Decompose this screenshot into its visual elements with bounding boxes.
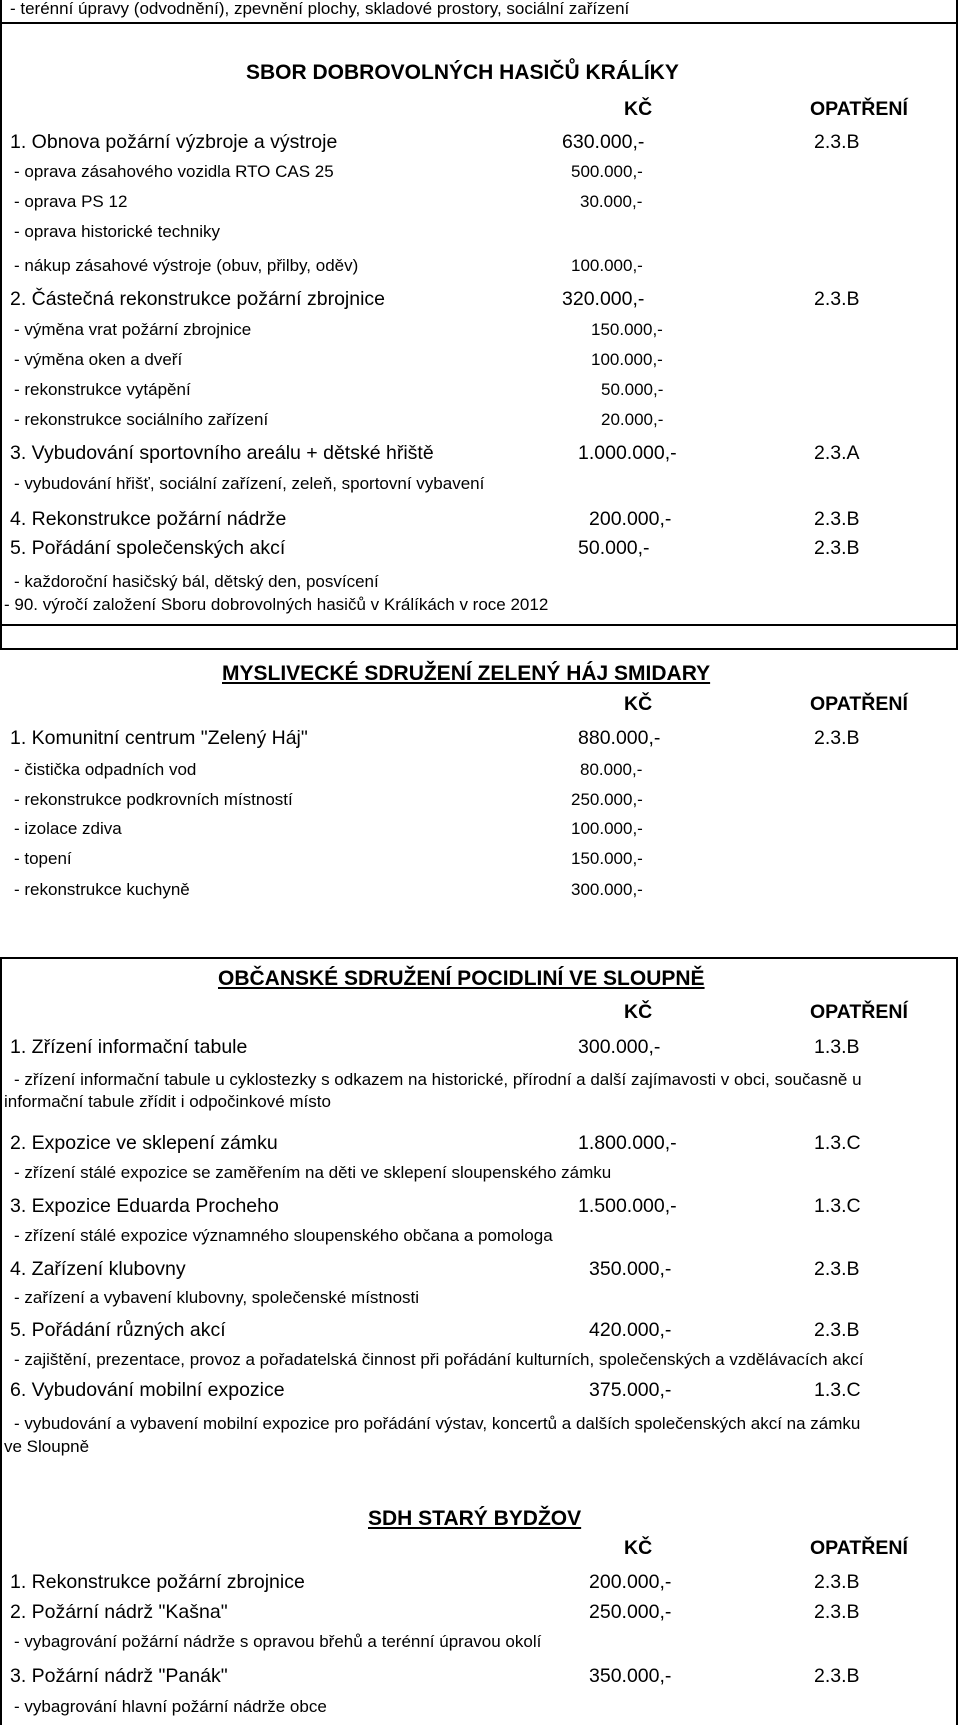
s3-item-2-kc: 1.800.000,- — [578, 1132, 677, 1154]
section-1-title: SBOR DOBROVOLNÝCH HASIČŮ KRÁLÍKY — [246, 61, 679, 84]
section-4-title: SDH STARÝ BYDŽOV — [368, 1507, 582, 1530]
s1-item-5-kc: 50.000,- — [578, 537, 650, 559]
s3-item-2-name: 2. Expozice ve sklepení zámku — [10, 1132, 278, 1154]
s4-item-2-kc: 250.000,- — [589, 1601, 672, 1623]
s1-item-1-sub-2: - oprava PS 12 — [14, 192, 128, 211]
s2-sub-2: - rekonstrukce podkrovních místností — [14, 790, 293, 809]
s3-item-1-name: 1. Zřízení informační tabule — [10, 1036, 248, 1058]
s2-sub-2-value: 250.000,- — [571, 790, 643, 809]
s2-sub-4-value: 150.000,- — [571, 849, 643, 868]
s3-item-1-sub-1: - zřízení informační tabule u cyklostezky s odkazem na historické, přírodní a další zajímavosti v obci, současně u — [14, 1070, 862, 1089]
s2-col-kc-header: KČ — [624, 693, 653, 715]
s2-col-opatreni-header: OPATŘENÍ — [810, 693, 908, 715]
s2-item-1-name: 1. Komunitní centrum "Zelený Háj" — [10, 727, 308, 749]
s3-item-4-op: 2.3.B — [814, 1258, 860, 1280]
s1-item-1-sub-3: - oprava historické techniky — [14, 222, 220, 241]
s2-sub-1-value: 80.000,- — [580, 760, 643, 779]
s3-item-1-op: 1.3.B — [814, 1036, 860, 1058]
s3-item-5-sub: - zajištění, prezentace, provoz a pořadatelská činnost při pořádání kulturních, společenských a vzdělávacích akcí — [14, 1350, 864, 1369]
s3-item-5-kc: 420.000,- — [589, 1319, 672, 1341]
s1-item-2-name: 2. Částečná rekonstrukce požární zbrojnice — [10, 288, 386, 310]
s2-item-1-kc: 880.000,- — [578, 727, 661, 749]
s1-item-2-sub-4: - rekonstrukce sociálního zařízení — [14, 410, 269, 429]
s3-item-4-kc: 350.000,- — [589, 1258, 672, 1280]
s1-item-5-sub-2: - 90. výročí založení Sboru dobrovolných hasičů v Králíkách v roce 2012 — [4, 595, 549, 614]
s4-item-3-name: 3. Požární nádrž "Panák" — [10, 1665, 228, 1687]
s2-item-1-op: 2.3.B — [814, 727, 860, 749]
s4-item-2-op: 2.3.B — [814, 1601, 860, 1623]
s1-item-2-sub-2-value: 100.000,- — [591, 350, 663, 369]
s1-item-4-op: 2.3.B — [814, 508, 860, 530]
s1-item-1-kc: 630.000,- — [562, 131, 645, 153]
s1-item-1-name: 1. Obnova požární výzbroje a výstroje — [10, 131, 338, 153]
s4-item-2-name: 2. Požární nádrž "Kašna" — [10, 1601, 228, 1623]
s1-item-2-op: 2.3.B — [814, 288, 860, 310]
s2-sub-3: - izolace zdiva — [14, 819, 122, 838]
s3-item-3-name: 3. Expozice Eduarda Procheho — [10, 1195, 279, 1217]
s3-item-3-kc: 1.500.000,- — [578, 1195, 677, 1217]
top-line: - terénní úpravy (odvodnění), zpevnění plochy, skladové prostory, sociální zařízení — [10, 0, 630, 18]
s1-item-4-name: 4. Rekonstrukce požární nádrže — [10, 508, 287, 530]
s4-item-3-op: 2.3.B — [814, 1665, 860, 1687]
s1-item-1-op: 2.3.B — [814, 131, 860, 153]
s1-item-1-sub-4-value: 100.000,- — [571, 256, 643, 275]
section-3-title: OBČANSKÉ SDRUŽENÍ POCIDLINÍ VE SLOUPNĚ — [218, 967, 705, 990]
s3-item-5-name: 5. Pořádání různých akcí — [10, 1319, 226, 1341]
s2-sub-5-value: 300.000,- — [571, 880, 643, 899]
s1-item-2-sub-1: - výměna vrat požární zbrojnice — [14, 320, 252, 339]
s4-item-1-name: 1. Rekonstrukce požární zbrojnice — [10, 1571, 305, 1593]
s3-item-6-op: 1.3.C — [814, 1379, 861, 1401]
s2-sub-3-value: 100.000,- — [571, 819, 643, 838]
s1-item-2-sub-2: - výměna oken a dveří — [14, 350, 183, 369]
s1-item-1-sub-4: - nákup zásahové výstroje (obuv, přilby, oděv) — [14, 256, 359, 275]
s3-item-4-name: 4. Zařízení klubovny — [10, 1258, 186, 1280]
s1-item-1-sub-1-value: 500.000,- — [571, 162, 643, 181]
s1-item-2-sub-1-value: 150.000,- — [591, 320, 663, 339]
s1-item-1-sub-2-value: 30.000,- — [580, 192, 643, 211]
s3-col-kc-header: KČ — [624, 1001, 653, 1023]
s4-item-3-kc: 350.000,- — [589, 1665, 672, 1687]
s1-item-5-name: 5. Pořádání společenských akcí — [10, 537, 286, 559]
s1-item-2-kc: 320.000,- — [562, 288, 645, 310]
s3-item-6-sub-1: - vybudování a vybavení mobilní expozice pro pořádání výstav, koncertů a dalších společenských akcí na zámku — [14, 1414, 861, 1433]
s2-sub-5: - rekonstrukce kuchyně — [14, 880, 190, 899]
s3-item-2-sub: - zřízení stálé expozice se zaměřením na děti ve sklepení sloupenského zámku — [14, 1163, 612, 1182]
s3-item-3-op: 1.3.C — [814, 1195, 861, 1217]
s1-item-2-sub-3-value: 50.000,- — [601, 380, 664, 399]
section-2-title: MYSLIVECKÉ SDRUŽENÍ ZELENÝ HÁJ SMIDARY — [222, 662, 711, 685]
s1-item-5-sub-1: - každoroční hasičský bál, dětský den, posvícení — [14, 572, 379, 591]
s4-col-opatreni-header: OPATŘENÍ — [810, 1537, 908, 1559]
s1-item-3-name: 3. Vybudování sportovního areálu + dětské hřiště — [10, 442, 434, 464]
s3-col-opatreni-header: OPATŘENÍ — [810, 1001, 908, 1023]
s3-item-2-op: 1.3.C — [814, 1132, 861, 1154]
s4-item-1-op: 2.3.B — [814, 1571, 860, 1593]
s1-item-1-sub-1: - oprava zásahového vozidla RTO CAS 25 — [14, 162, 334, 181]
s4-item-3-sub: - vybagrování hlavní požární nádrže obce — [14, 1697, 327, 1716]
s1-item-3-op: 2.3.A — [814, 442, 860, 464]
col-opatreni-header: OPATŘENÍ — [810, 98, 908, 120]
s3-item-6-name: 6. Vybudování mobilní expozice — [10, 1379, 285, 1401]
s1-item-2-sub-3: - rekonstrukce vytápění — [14, 380, 191, 399]
s4-item-2-sub: - vybagrování požární nádrže s opravou břehů a terénní úpravou okolí — [14, 1632, 542, 1651]
s1-item-4-kc: 200.000,- — [589, 508, 672, 530]
section-1-divider — [0, 624, 958, 626]
col-kc-header: KČ — [624, 98, 653, 120]
s3-item-4-sub: - zařízení a vybavení klubovny, společenské místnosti — [14, 1288, 420, 1307]
s3-item-6-kc: 375.000,- — [589, 1379, 672, 1401]
s1-item-2-sub-4-value: 20.000,- — [601, 410, 664, 429]
s1-item-3-kc: 1.000.000,- — [578, 442, 677, 464]
s2-sub-4: - topení — [14, 849, 72, 868]
s3-item-1-kc: 300.000,- — [578, 1036, 661, 1058]
s1-item-3-sub: - vybudování hřišť, sociální zařízení, zeleň, sportovní vybavení — [14, 474, 485, 493]
s3-item-6-sub-2: ve Sloupně — [4, 1437, 90, 1456]
s1-item-5-op: 2.3.B — [814, 537, 860, 559]
s4-item-1-kc: 200.000,- — [589, 1571, 672, 1593]
s2-sub-1: - čistička odpadních vod — [14, 760, 197, 779]
s3-item-1-sub-2: informační tabule zřídit i odpočinkové místo — [4, 1092, 331, 1111]
s4-col-kc-header: KČ — [624, 1537, 653, 1559]
s3-item-5-op: 2.3.B — [814, 1319, 860, 1341]
s3-item-3-sub: - zřízení stálé expozice významného sloupenského občana a pomologa — [14, 1226, 553, 1245]
